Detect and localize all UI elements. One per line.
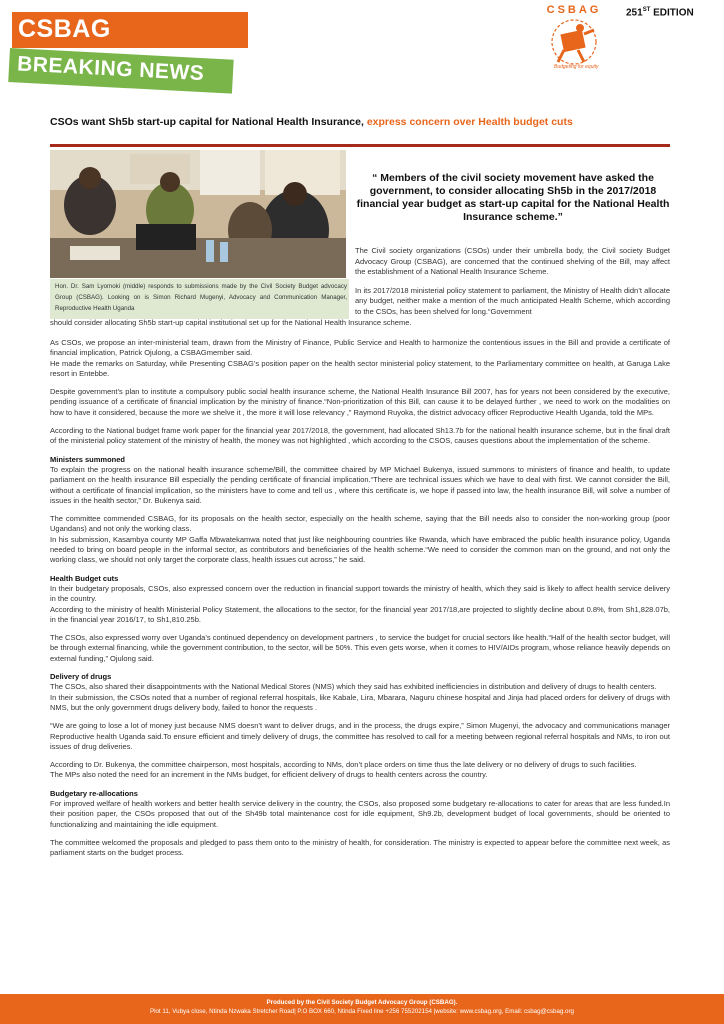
body-paragraph: The CSOs, also shared their disappointments with the National Medical Stores (NMS) which they said has exhibited inefficiencies in distribution and delivery of drugs to health centers. [50, 682, 657, 692]
pull-quote: “ Members of the civil society movement have asked the government, to consider allocating Sh5b in the 2017/2018 financial year budget as start-up capital for the National Health Insurance scheme.” [356, 172, 670, 223]
edition-label [626, 7, 694, 18]
section-heading: Health Budget cuts [50, 573, 119, 583]
body-paragraph: The committee welcomed the proposals and pledged to pass them onto to the ministry of health, for consideration. The ministry is expected to appear before the committee next week, as parliament starts on the budget process. [50, 837, 670, 858]
body-paragraph: According to Dr. Bukenya, the committee chairperson, most hospitals, according to NMs, don’t place orders on time thus the late delivery or no delivery of drugs to such facilities. [50, 760, 637, 770]
headline-divider [50, 144, 670, 147]
body-paragraph: As CSOs, we propose an inter-ministerial team, drawn from the Ministry of Finance, Public Service and Health to harmonize the contentious issues in the Bill and provide a certificate of financial implication, Patrick Ojulong, a CSBAGmember said. [50, 338, 670, 358]
body-paragraph: For improved welfare of health workers and better health service delivery in the country, the CSOs, also proposed some budgetary re-allocations to cater for areas that are less funded.In their position paper, the CSOs proposed that out of the Sh49b total maintenance cost for idle equipment, Sh9.2b, development budget of local governments, should be oriented to functionalizing and maintaining the idle equipment. [50, 798, 670, 829]
body-paragraph: To explain the progress on the national health insurance scheme/Bill, the committee chaired by MP Michael Bukenya, issued summons to ministers of finance and health, to update parliament on the health insurance Bill especially the pending certificate of financial implication.“There are technical issues which we have to deal with first. We cannot consider the Bill, without a certificate of financial implication, so the ministers have to come and tell us , where this certificate is, we hope if passed into law, the health insurance Bill, will solve a number of issues in the health sector,” Dr. Bukenya said. [50, 464, 670, 505]
intro-tail: should consider allocating Sh5b start-up capital institutional set up for the National Health Insurance scheme. [50, 318, 412, 327]
logo-word: CSBAG [546, 4, 602, 16]
section-heading: Ministers summoned [50, 454, 126, 464]
logo-tagline: Budgeting for equity [554, 64, 599, 70]
article-body [50, 338, 670, 866]
body-paragraph: The CSOs, also expressed worry over Uganda’s continued dependency on development partners , to service the budget for crucial sectors like health.“Half of the health sector budget, will be through external financing, while the government contribution, to the sector, will be 50%. This even gets worse, when it comes to HIV/AIDs program, whose reliance heavily depends on external funding,” Ojulong said. [50, 633, 670, 663]
breaking-news-banner [8, 48, 233, 94]
photo-caption: Hon. Dr. Sam Lyomoki (middle) responds to submissions made by the Civil Society Budget advocacy Group (CSBAG). Looking on is Simon Richard Mugenyi, Advocacy and Communication Manager, Reproductive Health Uganda [50, 279, 349, 319]
intro-column [355, 246, 670, 325]
intro-paragraph: In its 2017/2018 ministerial policy statement to parliament, the Ministry of Health didn’t allocate any budget, neither make a mention of the much anticipated Health Scheme, which according to the CSOs, has been shelved for long.“Government [355, 285, 670, 316]
body-paragraph: He made the remarks on Saturday, while Presenting CSBAG’s position paper on the health sector ministerial policy statement, to the Parliamentary committee on health, at Garuga Lake resort in Entebbe. [50, 358, 670, 378]
breaking-news-label: BREAKING NEWS [16, 52, 205, 86]
csbag-logo [544, 4, 614, 74]
footer-producer: Produced by the Civil Society Budget Advocacy Group (CSBAG). [266, 999, 458, 1006]
body-paragraph: According to the ministry of health Ministerial Policy Statement, the allocations to the sector, for the financial year 2017/18,are projected to slightly decline about 0.8%, from Sh1,828.07b, in the financial year 2016/17, to Sh1,810.25b. [50, 604, 670, 624]
footer-contact: Plot 11, Vubya close, Ntinda Nzwaka Stretcher Road| P.O BOX 660, Ntinda Fixed line +256 755202154 |website: www.csbag.org, Email: csbag@csbag.org [149, 1008, 574, 1015]
edition-suffix: ST [642, 7, 651, 13]
headline-main: CSOs want Sh5b start-up capital for National Health Insurance, [50, 116, 364, 128]
body-paragraph: The MPs also noted the need for an increment in the NMs budget, for efficient delivery of drugs to health centers across the country. [50, 770, 488, 780]
body-paragraph: In their submission, the CSOs noted that a number of regional referral hospitals, like Kabale, Lira, Mbarara, Naguru chinese hospital and Jinja had placed orders for delivery of drugs with NMS, but the only government drugs delivery body, failed to honor the requests . [50, 692, 670, 712]
logo-figure-icon [544, 12, 604, 72]
brand-bar [12, 12, 248, 48]
edition-number: 251 [626, 7, 643, 19]
section-heading: Budgetary re-allocations [50, 788, 138, 798]
body-paragraph: The committee commended CSBAG, for its proposals on the health sector, especially on the health scheme, saying that the Bill needs also to consider the non-working group (poor Ugandans) and not only the working class. [50, 514, 670, 534]
body-paragraph: “We are going to lose a lot of money just because NMS doesn’t want to deliver drugs, and in the process, the drugs expire,” Simon Mugenyi, the advocacy and communications manager Reproductive health Uganda said.To ensure efficient and timely delivery of drugs, the committee has resolved to call for a meeting between regional referral hospitals and NMs, to iron out issues of drug deliveries. [50, 721, 670, 751]
headline-accent: express concern over Health budget cuts [366, 116, 573, 128]
meeting-photo-image [50, 150, 346, 278]
body-paragraph: In their budgetary proposals, CSOs, also expressed concern over the reduction in financial support towards the ministry of health, which they said is likely to affect health service delivery in the country. [50, 583, 670, 604]
section-heading: Delivery of drugs [50, 672, 112, 682]
headline [50, 116, 680, 128]
footer [0, 994, 724, 1024]
meeting-photo [50, 150, 346, 278]
body-paragraph: According to the National budget frame work paper for the financial year 2017/2018, the government, had allocated Sh13.7b for the national health insurance scheme, but in the final draft of the ministerial policy statement of the ministry of health, the money was not highlighted , which according to the CSOS, causes questions about the implementation of the scheme. [50, 426, 670, 446]
brand-name: CSBAG [18, 15, 111, 43]
body-paragraph: In his submission, Kasambya county MP Gaffa Mbwatekamwa noted that just like neighbouring countries like Rwanda, which have embraced the public health insurance policy, Uganda needed to bring on board people in the informal sector, as contributors and beneficiaries of the health scheme.“We need to consider the common man on the ground, and not only the working class, we should not only target the corporate class, health issues cut across,” he said. [50, 534, 670, 565]
intro-paragraph: The Civil society organizations (CSOs) under their umbrella body, the Civil society Budget Advocacy Group (CSBAG), are concerned that the continued shelving of the Bill, may affect the establishment of a National Health Insurance Scheme. [355, 246, 670, 276]
edition-word: EDITION [653, 7, 694, 19]
body-paragraph: Despite government’s plan to institute a compulsory public social health insurance scheme, the National Health Insurance Bill 2007, has for years not been considered by the executive, pending issuance of a certificate of financial implication by the ministry of finance.“Non-prioritization of this Bill, can cause it to be delayed further , we need to work on the modalities on how to have it considered, because the more we shelve it , the more it will lose relevancy ,” Raymond Ruyoka, the district advocacy officer Reproductive Health Uganda, told the MPs. [50, 387, 670, 417]
